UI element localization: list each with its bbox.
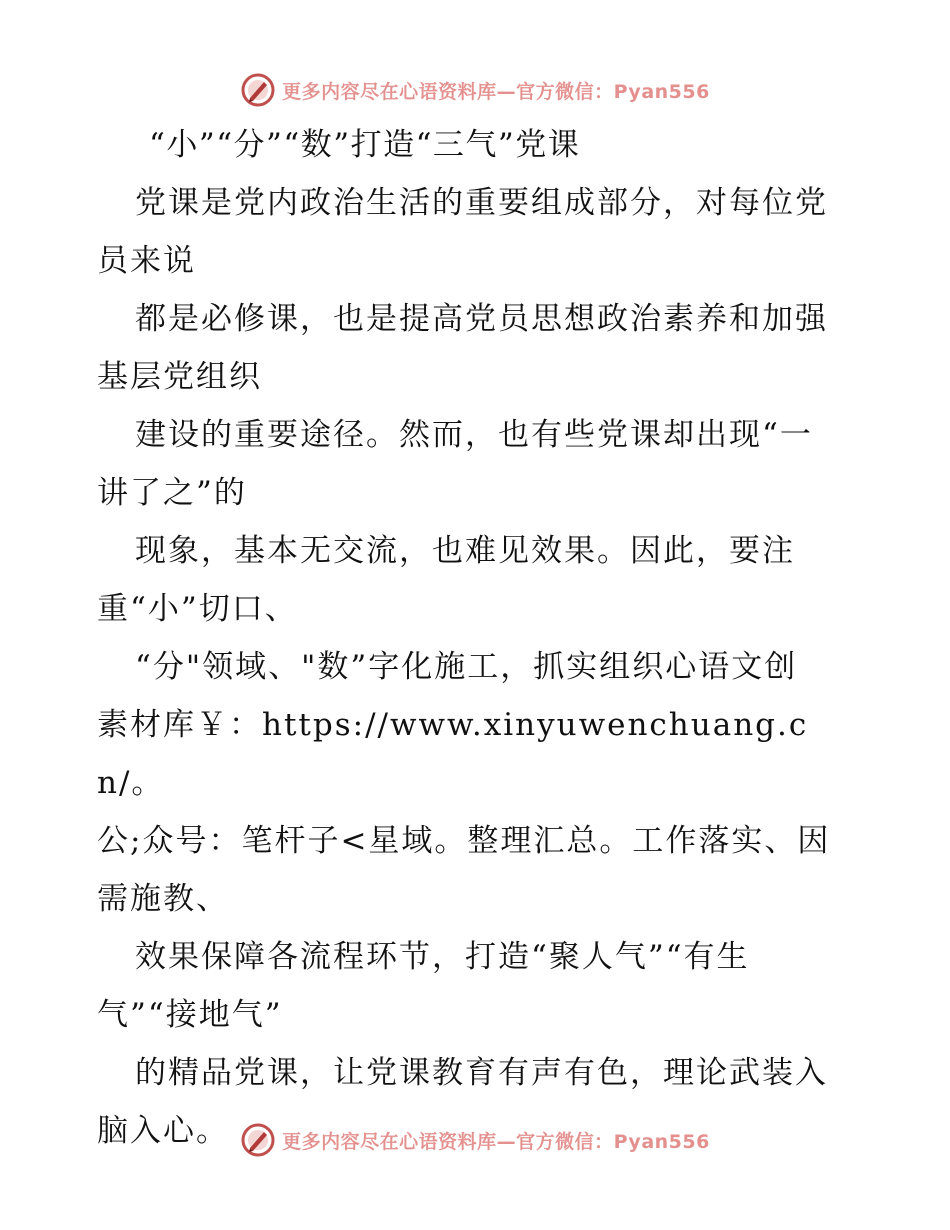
pen-seal-logo-icon (240, 1122, 276, 1158)
paragraph-line: 讲了之”的 (97, 475, 247, 511)
paragraph-4 (97, 522, 857, 638)
paragraph-line: 需施教、 (97, 881, 229, 917)
paragraph-line: 的精品党课，让党课教育有声有色，理论武装入 (135, 1055, 828, 1091)
footer-watermark (0, 1122, 950, 1158)
paragraph-line: 建设的重要途径。然而，也有些党课却出现“一 (135, 417, 813, 453)
paragraph-line: 员来说 (97, 243, 196, 279)
paragraph-6 (97, 928, 857, 1044)
paragraph-line: 气”“接地气” (97, 997, 283, 1033)
paragraph-line: 脑入心。 (97, 1113, 229, 1149)
paragraph-line: 都是必修课，也是提高党员思想政治素养和加强 (135, 301, 828, 337)
document-body (97, 116, 857, 1160)
paragraph-line: 公;众号：笔杆子<星域。整理汇总。工作落实、因 (97, 823, 831, 859)
pen-seal-logo-icon (240, 72, 276, 108)
paragraph-line: 效果保障各流程环节，打造“聚人气”“有生 (135, 939, 750, 975)
paragraph-line: 基层党组织 (97, 359, 262, 395)
paragraph-1 (97, 174, 857, 290)
paragraph-line: 素材库￥：https://www.xinyuwenchuang.cn/。 (97, 707, 809, 801)
paragraph-5 (97, 638, 857, 928)
document-title: “小”“分”“数”打造“三气”党课 (149, 127, 581, 163)
paragraph-2 (97, 290, 857, 406)
paragraph-line: 现象，基本无交流，也难见效果。因此，要注 (135, 533, 795, 569)
watermark-text: 更多内容尽在心语资料库—官方微信：Pyan556 (282, 1130, 710, 1153)
paragraph-line: “分"领域、"数”字化施工，抓实组织心语文创 (135, 649, 798, 685)
header-watermark (0, 72, 950, 108)
watermark-text: 更多内容尽在心语资料库—官方微信：Pyan556 (282, 80, 710, 103)
paragraph-line: 党课是党内政治生活的重要组成部分，对每位党 (135, 185, 828, 221)
paragraph-line: 重“小”切口、 (97, 591, 298, 627)
paragraph-3 (97, 406, 857, 522)
